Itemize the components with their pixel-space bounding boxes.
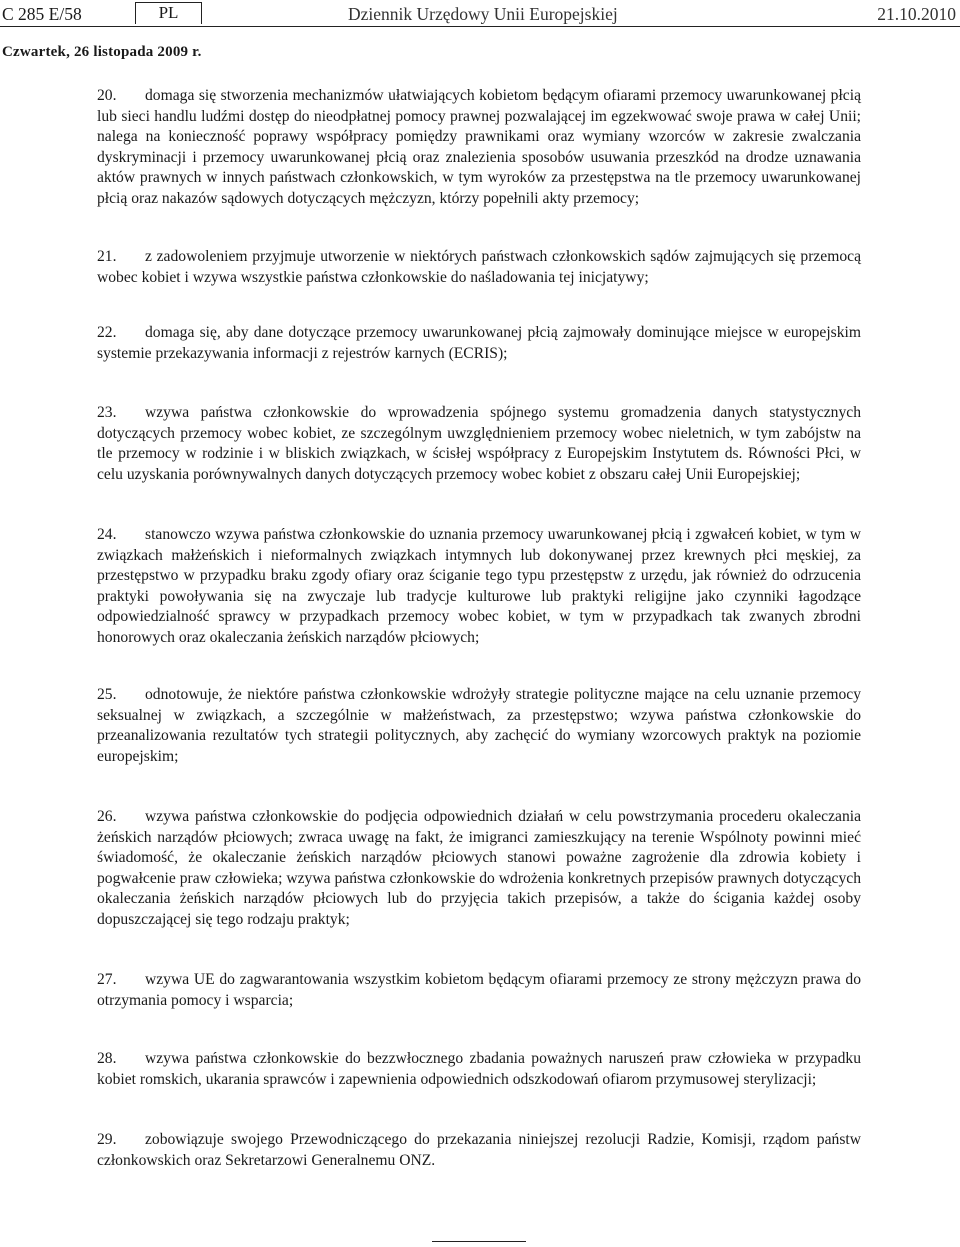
session-date: Czwartek, 26 listopada 2009 r. xyxy=(2,44,202,60)
journal-title: Dziennik Urzędowy Unii Europejskiej xyxy=(348,4,618,24)
paragraph-23 xyxy=(97,403,861,485)
paragraph-text: zobowiązuje swojego Przewodniczącego do przekazania niniejszej rezolucji Radzie, Komisji, rządom państw członkowskich oraz Sekretarzowi Generalnemu ONZ. xyxy=(97,1131,861,1169)
paragraph-number: 23. xyxy=(97,404,117,421)
paragraph-text: wzywa państwa członkowskie do bezzwłocznego zbadania poważnych naruszeń praw człowieka w przypadku kobiet romskich, ukarania sprawców i zapewnienia odpowiednich odszkodowań ofiarom przymusowej sterylizacji; xyxy=(97,1050,861,1088)
paragraph-28 xyxy=(97,1049,861,1090)
paragraph-number: 20. xyxy=(97,87,117,104)
paragraph-25 xyxy=(97,685,861,767)
language-tag: PL xyxy=(135,2,202,24)
publication-date: 21.10.2010 xyxy=(877,4,956,24)
end-of-text-rule xyxy=(432,1241,526,1242)
paragraph-text: domaga się stworzenia mechanizmów ułatwiających kobietom będącym ofiarami przemocy uwarunkowanej płcią lub sieci handlu ludźmi dostęp do nieodpłatnej pomocy prawnej pozwalającej im egzekwować swoje prawa w całej Unii; nalega na konieczność poprawy współpracy pomiędzy prawnikami oraz wymiany wzorców w zakresie zwalczania dyskryminacji i przemocy uwarunkowanej płcią oraz znalezienia sposobów usuwania przeszkód na drodze uznawania aktów prawnych w innych państwach członkowskich, w tym wyroków za przestępstwa na tle przemocy uwarunkowanej płcią oraz nakazów sądowych dotyczących mężczyzn, którzy popełnili akty przemocy; xyxy=(97,87,861,207)
paragraph-20 xyxy=(97,86,861,209)
paragraph-text: stanowczo wzywa państwa członkowskie do uznania przemocy uwarunkowanej płcią i zgwałceń kobiet, w tym w związkach małżeńskich i nieformalnych związkach intymnych lub dokonywanej przez krewnych płci męskiej, za przestępstwo w przypadku braku zgody ofiary oraz ściganie tego typu przestępstw z urzędu, jak również do odrzucenia praktyki powoływania się na zwyczaje lub tradycje kulturowe lub praktyki religijne jako czynniki łagodzące odpowiedzialność sprawcy w przypadkach przemocy wobec kobiet, w tym w przypadkach tak zwanych zbrodni honorowych oraz okaleczania żeńskich narządów płciowych; xyxy=(97,526,861,646)
paragraph-number: 24. xyxy=(97,526,117,543)
paragraph-number: 21. xyxy=(97,248,117,265)
paragraph-27 xyxy=(97,970,861,1011)
paragraph-24 xyxy=(97,525,861,648)
paragraph-number: 29. xyxy=(97,1131,117,1148)
paragraph-number: 25. xyxy=(97,686,117,703)
paragraph-26 xyxy=(97,807,861,930)
paragraph-text: z zadowoleniem przyjmuje utworzenie w niektórych państwach członkowskich sądów zajmujących się przemocą wobec kobiet i wzywa wszystkie państwa członkowskie do naśladowania tej inicjatywy; xyxy=(97,248,861,286)
paragraph-text: wzywa państwa członkowskie do wprowadzenia spójnego systemu gromadzenia danych statystycznych dotyczących przemocy wobec kobiet, ze szczególnym uwzględnieniem przemocy wobec nieletnich, w tym zabójstw na tle przemocy w rodzinie i w bliskich związkach, w ścisłej współpracy z Europejskim Instytutem ds. Równości Płci, w celu uzyskania porównywalnych danych dotyczących przemocy wobec kobiet z obszaru całej Unii Europejskiej; xyxy=(97,404,861,483)
paragraph-21 xyxy=(97,247,861,288)
paragraph-number: 27. xyxy=(97,971,117,988)
paragraph-29 xyxy=(97,1130,861,1171)
paragraph-number: 28. xyxy=(97,1050,117,1067)
paragraph-text: domaga się, aby dane dotyczące przemocy uwarunkowanej płcią zajmowały dominujące miejsce w europejskim systemie przekazywania informacji z rejestrów karnych (ECRIS); xyxy=(97,324,861,362)
resolution-body xyxy=(97,86,861,1210)
journal-issue-code: C 285 E/58 xyxy=(2,4,82,24)
paragraph-text: wzywa UE do zagwarantowania wszystkim kobietom będącym ofiarami przemocy ze strony mężczyzn prawa do otrzymania pomocy i wsparcia; xyxy=(97,971,861,1009)
header-rule xyxy=(0,26,960,27)
paragraph-22 xyxy=(97,323,861,364)
paragraph-number: 26. xyxy=(97,808,117,825)
paragraph-text: wzywa państwa członkowskie do podjęcia odpowiednich działań w celu powstrzymania procederu okaleczania żeńskich narządów płciowych; zwraca uwagę na fakt, że imigranci zamieszkujący na terenie Wspólnoty powinni mieć świadomość, że okaleczanie żeńskich narządów płciowych stanowi poważne zagrożenie dla zdrowia kobiety i pogwałcenie praw człowieka; wzywa państwa członkowskie do wdrożenia konkretnych przepisów prawnych dotyczących okaleczania żeńskich narządów płciowych lub do przyjęcia takich przepisów, a także do ścigania każdej osoby dopuszczającej się tego rodzaju praktyk; xyxy=(97,808,861,928)
paragraph-number: 22. xyxy=(97,324,117,341)
paragraph-text: odnotowuje, że niektóre państwa członkowskie wdrożyły strategie polityczne mające na celu uznanie przemocy seksualnej w związkach, a szczególnie w małżeństwach, za przestępstwo; wzywa państwa członkowskie do przeanalizowania rezultatów tych strategii politycznych, aby zachęcić do wymiany wzorcowych praktyk na poziomie europejskim; xyxy=(97,686,861,765)
